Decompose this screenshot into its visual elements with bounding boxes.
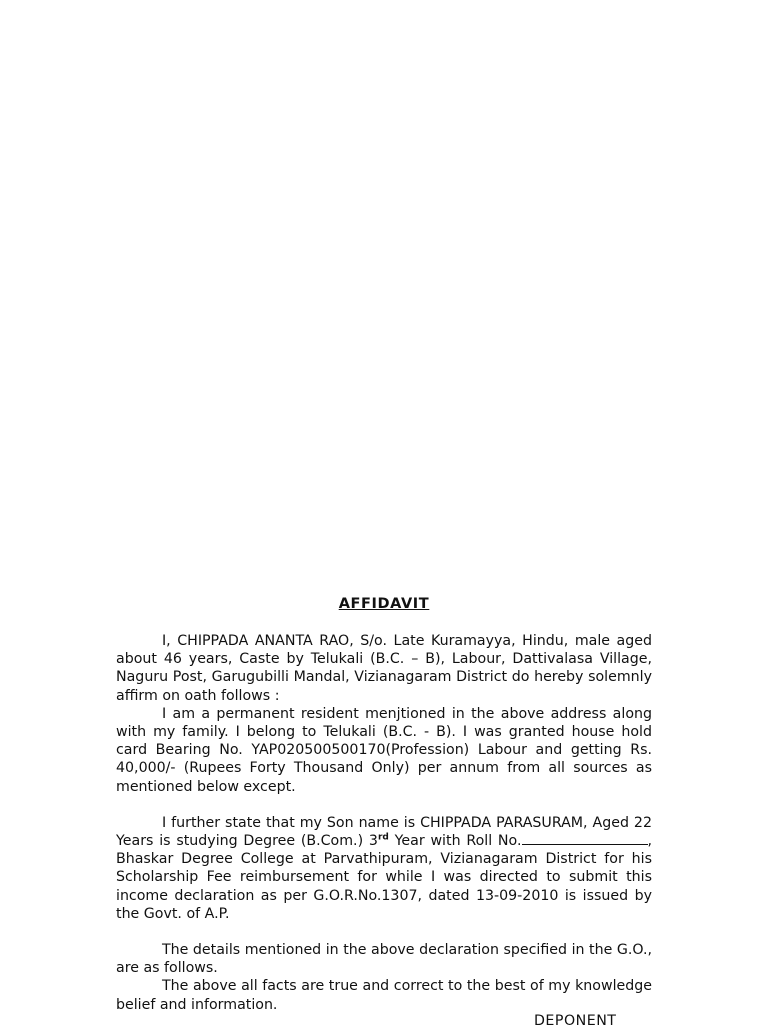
deponent-signature-label: DEPONENT xyxy=(534,1013,617,1029)
document-body xyxy=(116,632,652,1014)
ordinal-superscript: rd xyxy=(377,832,389,843)
paragraph-son-details xyxy=(116,814,652,923)
paragraph-gap xyxy=(116,923,652,941)
paragraph-gap xyxy=(116,796,652,814)
son-details-text-3: , Bhaskar Degree College at Parvathipuram, Vizianagaram District for his Scholarship Fee reimbursement for while I was directed to submit this income declaration as per G.O.R.No.1307, dated 13-09-2010 is issued by the Govt. of A.P. xyxy=(116,833,653,922)
paragraph-facts: The above all facts are true and correct to the best of my knowledge belief and information. xyxy=(116,978,652,1013)
paragraph-details: The details mentioned in the above declaration specified in the G.O., are as follows. xyxy=(116,942,652,977)
son-details-text-2: Year with Roll No. xyxy=(388,833,522,850)
paragraph-declarant: I, CHIPPADA ANANTA RAO, S/o. Late Kuramayya, Hindu, male aged about 46 years, Caste by Telukali (B.C. – B), Labour, Dattivalasa Village, Naguru Post, Garugubilli Mandal, Vizianagaram District do hereby solemnly affirm on oath follows : xyxy=(116,633,652,704)
document-title: AFFIDAVIT xyxy=(338,596,430,612)
son-details-text-1: I further state that my Son name is CHIPPADA PARASURAM, Aged 22 Years is studying Degree (B.Com.) 3 xyxy=(116,814,652,850)
roll-number-blank xyxy=(522,832,648,845)
paragraph-residence: I am a permanent resident menjtioned in the above address along with my family. I belong to Telukali (B.C. - B). I was granted house hold card Bearing No. YAP020500500170(Profession) Labour and getting Rs. 40,000/- (Rupees Forty Thousand Only) per annum from all sources as mentioned below except. xyxy=(116,705,652,795)
